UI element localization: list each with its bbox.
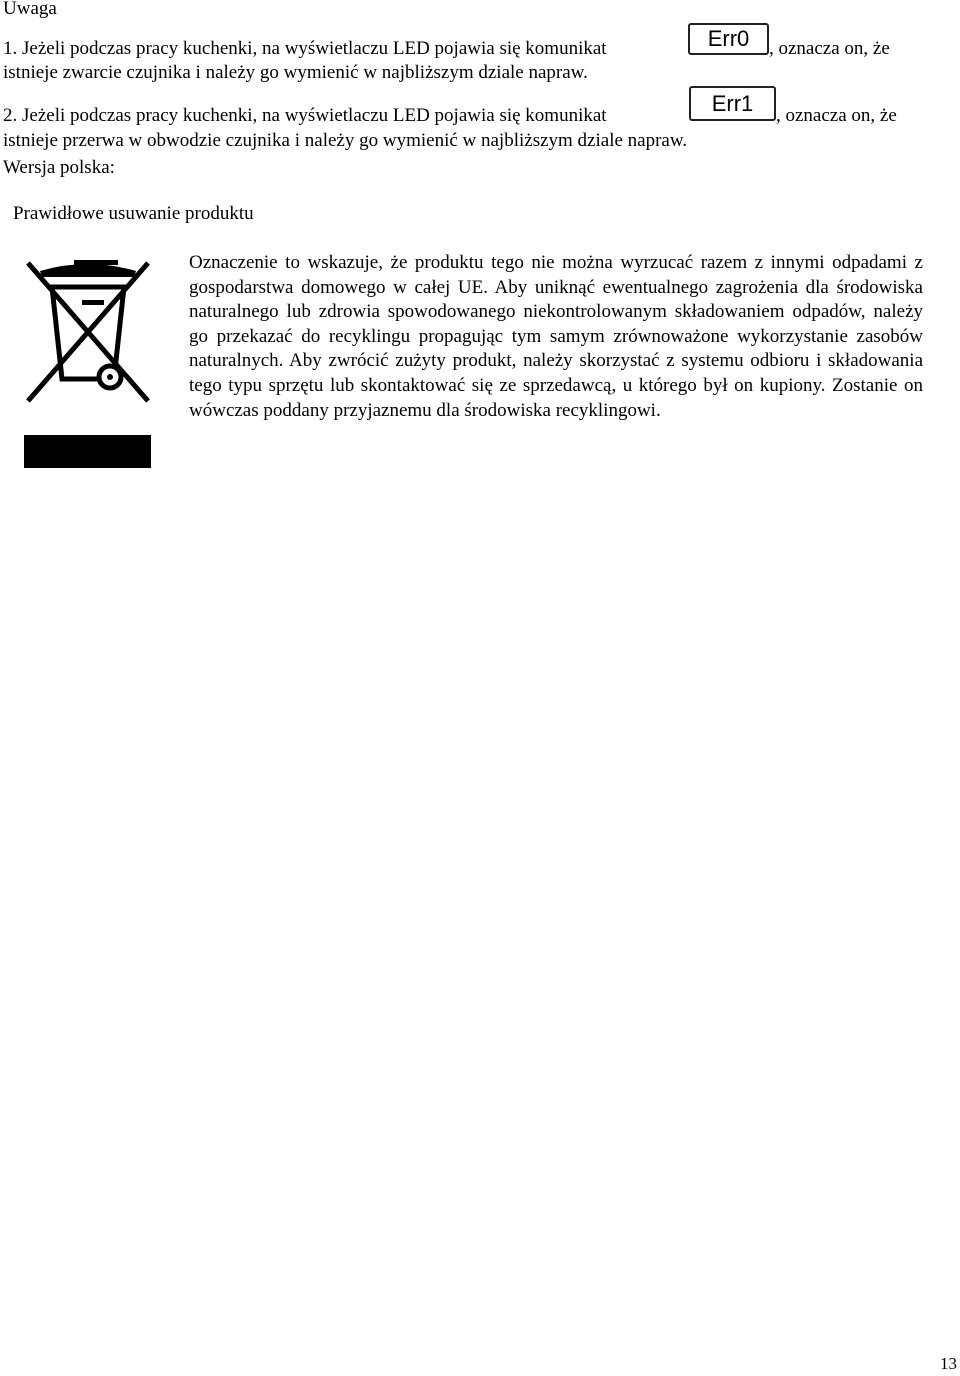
note1-line1-after: , oznacza on, że: [769, 38, 890, 59]
heading-uwaga: Uwaga: [3, 0, 57, 19]
note2-line2: istnieje przerwa w obwodzie czujnika i należy go wymienić w najbliższym dziale napraw.: [3, 130, 688, 151]
note1-line1-before: 1. Jeżeli podczas pracy kuchenki, na wyświetlaczu LED pojawia się komunikat: [3, 38, 607, 59]
err1-code: Err1: [711, 91, 754, 116]
note2-line1-after: , oznacza on, że: [776, 105, 897, 126]
err0-code: Err0: [707, 26, 750, 51]
version-label: Wersja polska:: [3, 157, 115, 178]
note1-line2: istnieje zwarcie czujnika i należy go wymienić w najbliższym dziale napraw.: [3, 62, 588, 83]
disposal-title: Prawidłowe usuwanie produktu: [13, 203, 254, 224]
err0-display-box: [688, 23, 769, 55]
disposal-description: Oznaczenie to wskazuje, że produktu tego nie można wyrzucać razem z innymi odpadami z gospodarstwa domowego w całej UE. Aby uniknąć ewentualnego zagrożenia dla środowiska naturalnego lub zdrowia spowodowanego niekontrolowanym składowaniem odpadów, należy go przekazać do recyklingu propagując tym samym zrównoważone wykorzystanie zasobów naturalnych. Aby zwrócić zużyty produkt, należy skorzystać z systemu odbioru i składowania tego typu sprzętu lub skontaktować się ze sprzedawcą, u którego był on kupiony. Zostanie on wówczas poddany przyjaznemu dla środowiska recyklingowi.: [189, 252, 923, 421]
crossed-out-wheelie-bin-icon: [22, 255, 152, 470]
note2-line1-before: 2. Jeżeli podczas pracy kuchenki, na wyświetlaczu LED pojawia się komunikat: [3, 105, 607, 126]
err1-display-box: [689, 86, 776, 121]
page-number: 13: [940, 1354, 957, 1373]
